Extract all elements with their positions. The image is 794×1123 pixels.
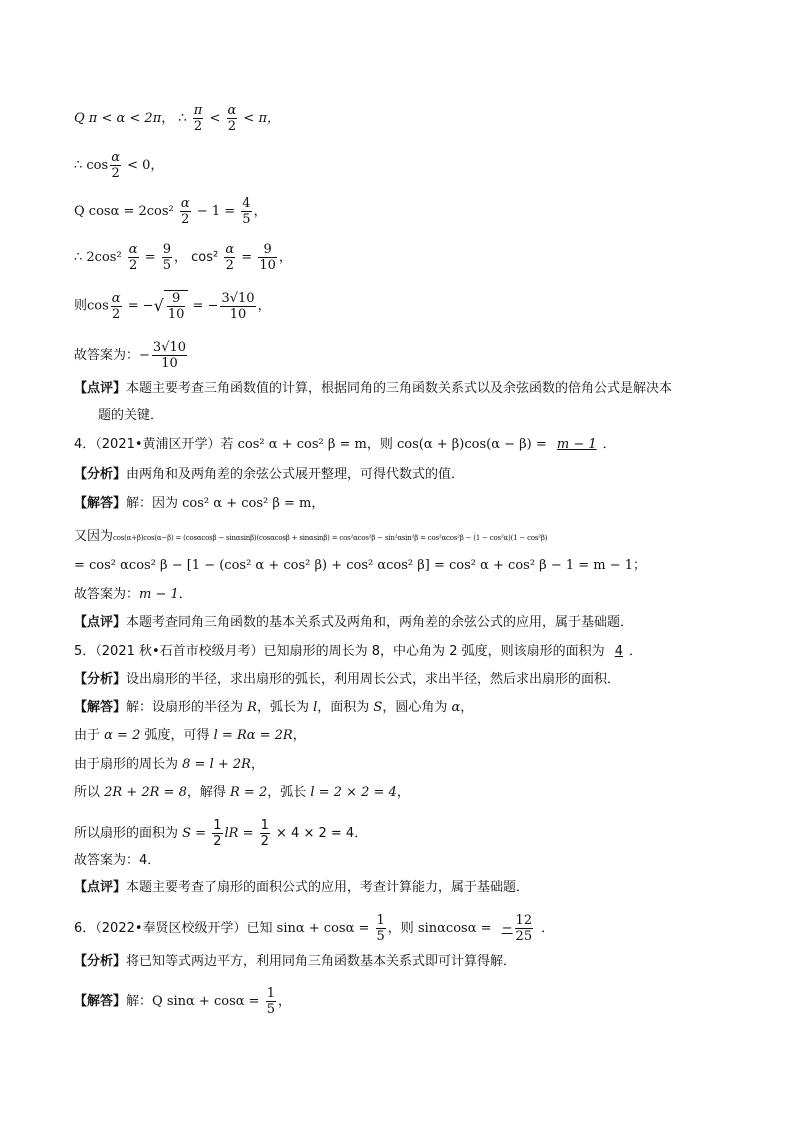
analysis-6: 【分析】将已知等式两边平方，利用同角三角函数基本关系式即可计算得解． — [74, 954, 517, 969]
answer-blank: m − 1 — [556, 437, 597, 452]
solution-4-line-2: 又因为cos(α+β)cos(α−β) = (cosαcosβ − sinαsinβ)(cosαcosβ + sinαsinβ) = cos²αcos²β − sin²αsin²β = cos²αcos²β − (1 − cos²α)(1 − cos²β) — [74, 529, 548, 544]
solution-line-4: ∴ 2cos² $\frac{\alpha}{2}$ = $\frac{9}{5}$ ， cos² $\frac{\alpha}{2}$ = $\frac{9}{10}$ ， — [74, 242, 292, 273]
fraction: $\frac{1}{2}$ — [213, 818, 222, 849]
comment-4: 【点评】本题考查同角三角函数的基本关系式及两角和，两角差的余弦公式的应用，属于基础题． — [74, 615, 634, 630]
analysis-5: 【分析】设出扇形的半径，求出扇形的弧长，利用周长公式，求出半径，然后求出扇形的面积． — [74, 672, 621, 687]
answer-line-3: 故答案为：− $\frac{3√10}{10}$ — [74, 340, 187, 371]
fraction: $\frac{9}{5}$ — [162, 242, 172, 273]
solution-line-2: ∴ cos $\frac{\alpha}{2}$ < 0， — [74, 150, 164, 181]
fraction: $\frac{1}{2}$ — [260, 818, 269, 849]
answer-blank: − $\frac{12}{25}$ — [501, 913, 533, 944]
fraction: $\frac{\alpha}{2}$ — [225, 242, 235, 273]
fraction: $\frac{3√10}{10}$ — [152, 340, 187, 371]
fraction: $\frac{1}{5}$ — [376, 913, 385, 944]
answer-line-4: 故答案为：m − 1． — [74, 587, 192, 602]
fraction: $\frac{3√10}{10}$ — [221, 290, 255, 322]
solution-line-1: Q π < α < 2π， ∴ $\frac{\pi}{2}$ < $\frac{\alpha}{2}$ < π， — [74, 103, 280, 134]
comment-5: 【点评】本题主要考查了扇形的面积公式的应用，考查计算能力，属于基础题． — [74, 880, 530, 895]
question-4: 4．（2021•黄浦区开学）若 cos² α + cos² β = m，则 cos(α + β)cos(α − β) = m − 1 ． — [74, 437, 616, 452]
fraction: $\frac{\pi}{2}$ — [193, 103, 203, 134]
comment-3-continued: 题的关键． — [98, 408, 164, 423]
solution-5-line-3: 由于扇形的周长为 8 = l + 2R， — [74, 757, 264, 772]
solution-4-line-3: = cos² αcos² β − [1 − (cos² α + cos² β) + cos² αcos² β] = cos² α + cos² β − 1 = m − 1； — [74, 558, 647, 573]
solution-line-5: 则cos $\frac{\alpha}{2}$ = −√ $\frac{9}{10}$ = − $\frac{3√10}{10}$ ， — [74, 290, 271, 322]
sqrt-radicand: $\frac{9}{10}$ — [164, 290, 189, 322]
solution-5-line-4: 所以 2R + 2R = 8，解得 R = 2，弧长 l = 2 × 2 = 4， — [74, 785, 410, 800]
fraction: $\frac{\alpha}{2}$ — [111, 290, 121, 322]
fraction: $\frac{9}{10}$ — [259, 242, 276, 273]
answer-blank: 4 — [614, 644, 624, 659]
answer-line-5: 故答案为：4． — [74, 853, 161, 868]
question-6: 6．（2022•奉贤区校级开学）已知 sinα + cosα = $\frac{1}{5}$ ，则 sinαcosα = − $\frac{12}{25}$ ． — [74, 913, 555, 944]
comment-3: 【点评】本题主要考查三角函数值的计算，根据同角的三角函数关系式以及余弦函数的倍角公式是解决本 — [74, 381, 673, 396]
solution-5-line-1: 【解答】解：设扇形的半径为 R，弧长为 l，面积为 S，圆心角为 α， — [74, 700, 474, 715]
fraction: $\frac{1}{5}$ — [266, 986, 275, 1017]
analysis-4: 【分析】由两角和及两角差的余弦公式展开整理，可得代数式的值． — [74, 467, 465, 482]
solution-6-line-1: 【解答】解：Q sinα + cosα = $\frac{1}{5}$ ， — [74, 986, 291, 1017]
fraction: $\frac{\alpha}{2}$ — [128, 242, 138, 273]
fraction: $\frac{4}{5}$ — [242, 196, 251, 227]
solution-4-line-1: 【解答】解：因为 cos² α + cos² β = m， — [74, 496, 325, 511]
fraction: $\frac{\alpha}{2}$ — [180, 196, 190, 227]
solution-5-line-2: 由于 α = 2 弧度，可得 l = Rα = 2R， — [74, 728, 306, 743]
solution-line-3: Q cosα = 2cos² $\frac{\alpha}{2}$ − 1 = $\frac{4}{5}$ ， — [74, 196, 267, 227]
fraction: $\frac{\alpha}{2}$ — [227, 103, 237, 134]
question-5: 5．（2021 秋•石首市校级月考）已知扇形的周长为 8，中心角为 2 弧度，则该扇形的面积为 4 ． — [74, 644, 643, 659]
sqrt-sign: √ — [153, 296, 164, 315]
fraction: $\frac{\alpha}{2}$ — [111, 150, 120, 181]
solution-5-line-5: 所以扇形的面积为 S = $\frac{1}{2}$ lR = $\frac{1}{2}$ × 4 × 2 = 4． — [74, 818, 368, 849]
